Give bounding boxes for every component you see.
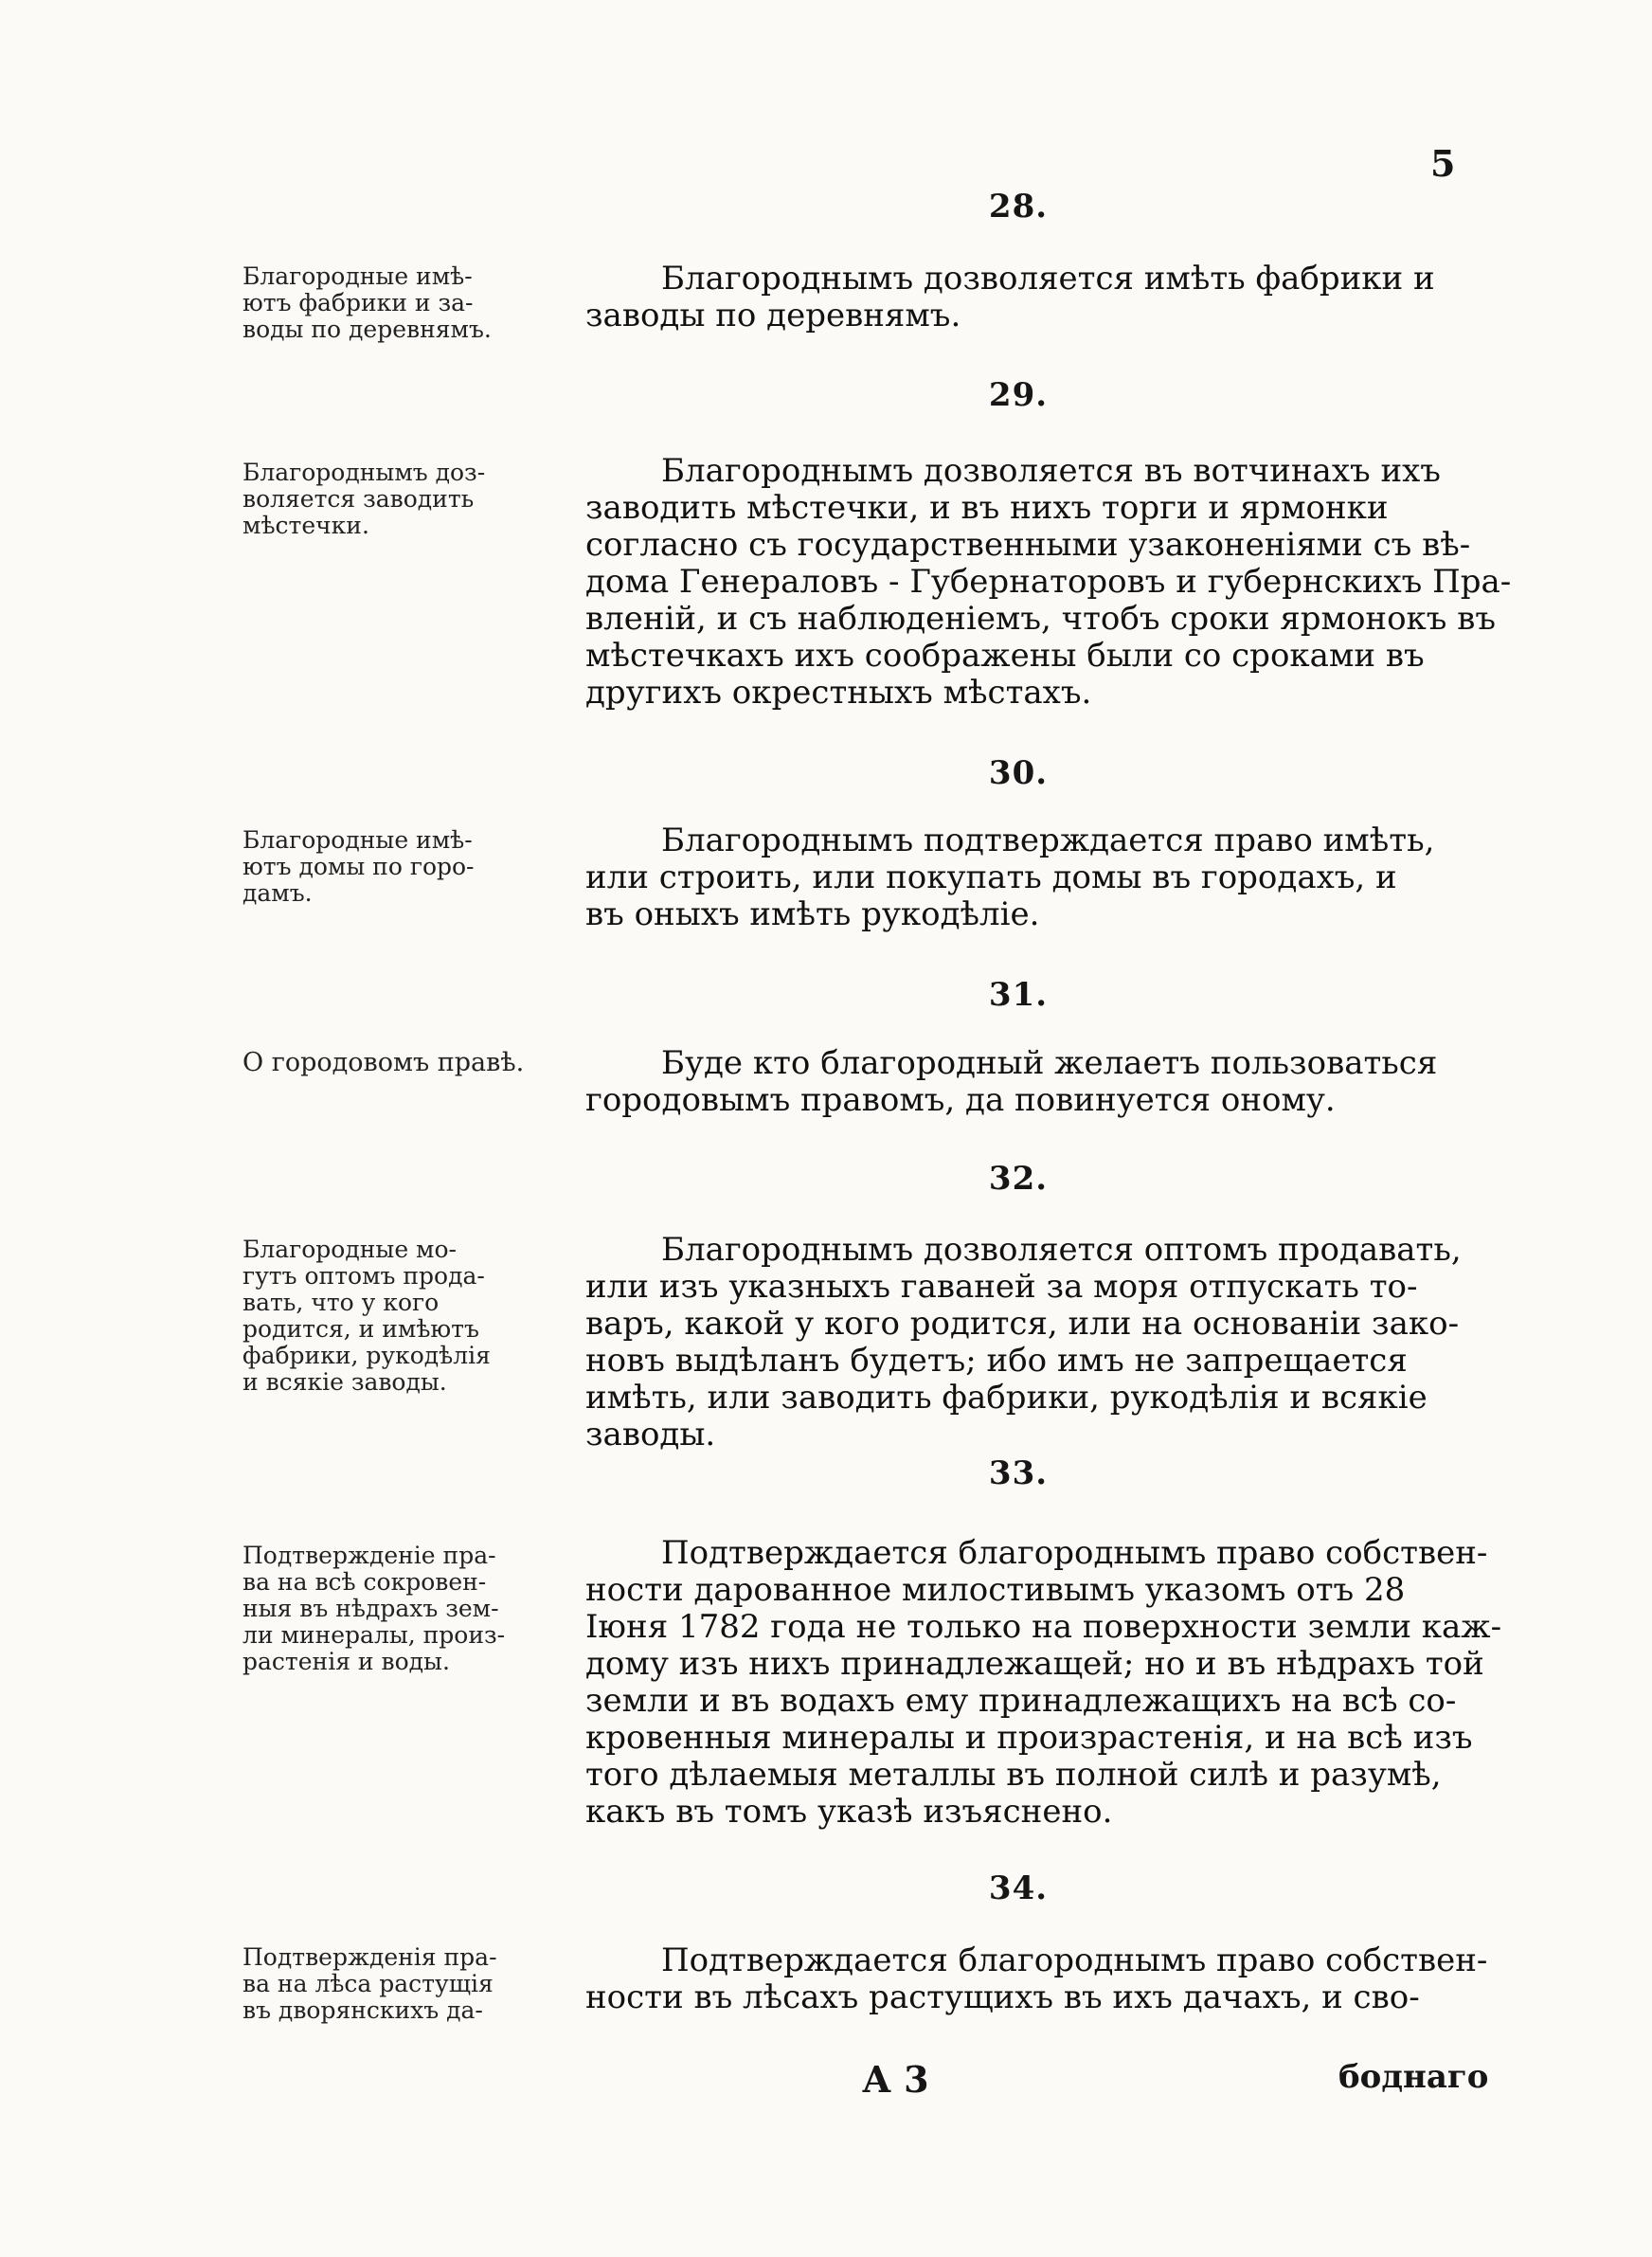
note-line: гутъ оптомъ прода- xyxy=(242,1262,485,1290)
section-number: 32. xyxy=(988,1160,1049,1198)
text-line: или строить, или покупать домы въ городахъ, и xyxy=(585,858,1397,896)
text-line: Буде кто благородный желаетъ пользоваться xyxy=(661,1044,1438,1082)
text-line: мѣстечкахъ ихъ соображены были со сроками въ xyxy=(585,637,1425,675)
text-line: Подтверждается благороднымъ право собствен- xyxy=(661,1534,1488,1572)
text-line: въ оныхъ имѣть рукодѣліе. xyxy=(585,895,1040,933)
text-line: новъ выдѣланъ будетъ; ибо имъ не запрещается xyxy=(585,1342,1408,1380)
note-line: мѣстечки. xyxy=(242,512,369,539)
paragraph xyxy=(585,1534,1502,1831)
text-line: заводы по деревнямъ. xyxy=(585,297,961,334)
text-line: дома Генераловъ - Губернаторовъ и губернскихъ Пра- xyxy=(585,563,1512,601)
note-line: ва на всѣ сокровен- xyxy=(242,1568,487,1596)
section-number: 31. xyxy=(988,976,1049,1014)
margin-note xyxy=(242,1543,569,1675)
note-line: ва на лѣса растущія xyxy=(242,1970,494,1997)
note-line: Подтвержденія пра- xyxy=(242,1943,497,1971)
text-line: какъ въ томъ указѣ изъяснено. xyxy=(585,1793,1113,1831)
note-line: воляется заводить xyxy=(242,485,475,513)
note-line: и всякіе заводы. xyxy=(242,1368,447,1396)
margin-note xyxy=(242,827,569,907)
text-line: ности дарованное милостивымъ указомъ отъ 28 xyxy=(585,1571,1406,1609)
text-line: Благороднымъ дозволяется оптомъ продавать, xyxy=(661,1231,1462,1269)
note-line: растенія и воды. xyxy=(242,1648,450,1675)
page-number: 5 xyxy=(1430,142,1456,185)
text-line: заводить мѣстечки, и въ нихъ торги и ярмонки xyxy=(585,489,1389,527)
note-line: ютъ домы по горо- xyxy=(242,853,475,880)
note-line: фабрики, рукодѣлія xyxy=(242,1342,491,1369)
paragraph xyxy=(585,261,1466,334)
text-line: другихъ окрестныхъ мѣстахъ. xyxy=(585,674,1092,712)
printer-signature: А 3 xyxy=(862,2058,929,2101)
note-line: Благородные имѣ- xyxy=(242,826,473,854)
text-line: согласно съ государственными узаконеніями съ вѣ- xyxy=(585,526,1471,564)
note-line: родится, и имѣютъ xyxy=(242,1315,479,1343)
text-line: варъ, какой у кого родится, или на основаніи зако- xyxy=(585,1305,1460,1343)
section-number: 34. xyxy=(988,1869,1049,1907)
text-line: заводы. xyxy=(585,1416,716,1454)
text-line: земли и въ водахъ ему принадлежащихъ на всѣ со- xyxy=(585,1682,1457,1720)
paragraph xyxy=(585,1941,1488,2016)
note-line: ли минералы, произ- xyxy=(242,1621,506,1649)
note-line: въ дворянскихъ да- xyxy=(242,1996,483,2024)
text-line: кровенныя минералы и произрастенія, и на всѣ изъ xyxy=(585,1719,1473,1757)
note-line: Подтвержденіе пра- xyxy=(242,1542,496,1569)
margin-note xyxy=(242,1237,569,1396)
paragraph xyxy=(585,1045,1466,1119)
paragraph xyxy=(585,822,1466,933)
text-line: Благороднымъ дозволяется имѣть фабрики и xyxy=(661,260,1435,298)
note-line: Благороднымъ доз- xyxy=(242,459,486,486)
paragraph xyxy=(585,1232,1466,1454)
text-line: Благороднымъ подтверждается право имѣть, xyxy=(661,822,1435,859)
margin-note xyxy=(242,263,569,343)
text-line: ности въ лѣсахъ растущихъ въ ихъ дачахъ, и сво- xyxy=(585,1978,1420,2016)
section-number: 30. xyxy=(988,754,1049,792)
text-line: имѣть, или заводить фабрики, рукодѣлія и всякіе xyxy=(585,1379,1428,1417)
section-number: 33. xyxy=(988,1454,1049,1492)
text-line: того дѣлаемыя металлы въ полной силѣ и разумѣ, xyxy=(585,1756,1442,1794)
section-number: 29. xyxy=(988,376,1049,414)
text-line: дому изъ нихъ принадлежащей; но и въ нѣдрахъ той xyxy=(585,1645,1484,1683)
margin-note xyxy=(242,1944,569,2024)
note-line: Благородные имѣ- xyxy=(242,262,473,290)
text-line: или изъ указныхъ гаваней за моря отпускать то- xyxy=(585,1268,1418,1306)
margin-note xyxy=(242,1050,569,1076)
note-line: Благородные мо- xyxy=(242,1236,458,1263)
catchword: боднаго xyxy=(1338,2058,1489,2096)
text-line: Подтверждается благороднымъ право собствен- xyxy=(661,1941,1488,1979)
note-line: ныя въ нѣдрахъ зем- xyxy=(242,1595,499,1622)
note-line: дамъ. xyxy=(242,879,313,907)
note-line: ютъ фабрики и за- xyxy=(242,289,474,316)
text-line: Іюня 1782 года не только на поверхности земли каж- xyxy=(585,1608,1502,1646)
note-line: воды по деревнямъ. xyxy=(242,316,492,343)
section-number: 28. xyxy=(988,188,1049,226)
paragraph xyxy=(585,452,1512,712)
text-line: вленій, и съ наблюденіемъ, чтобъ сроки ярмонокъ въ xyxy=(585,600,1497,638)
note-line: вать, что у кого xyxy=(242,1289,440,1316)
note-line: О городовомъ правѣ. xyxy=(242,1048,525,1077)
text-line: Благороднымъ дозволяется въ вотчинахъ ихъ xyxy=(661,452,1441,490)
margin-note xyxy=(242,460,569,539)
text-line: городовымъ правомъ, да повинуется оному. xyxy=(585,1081,1336,1119)
